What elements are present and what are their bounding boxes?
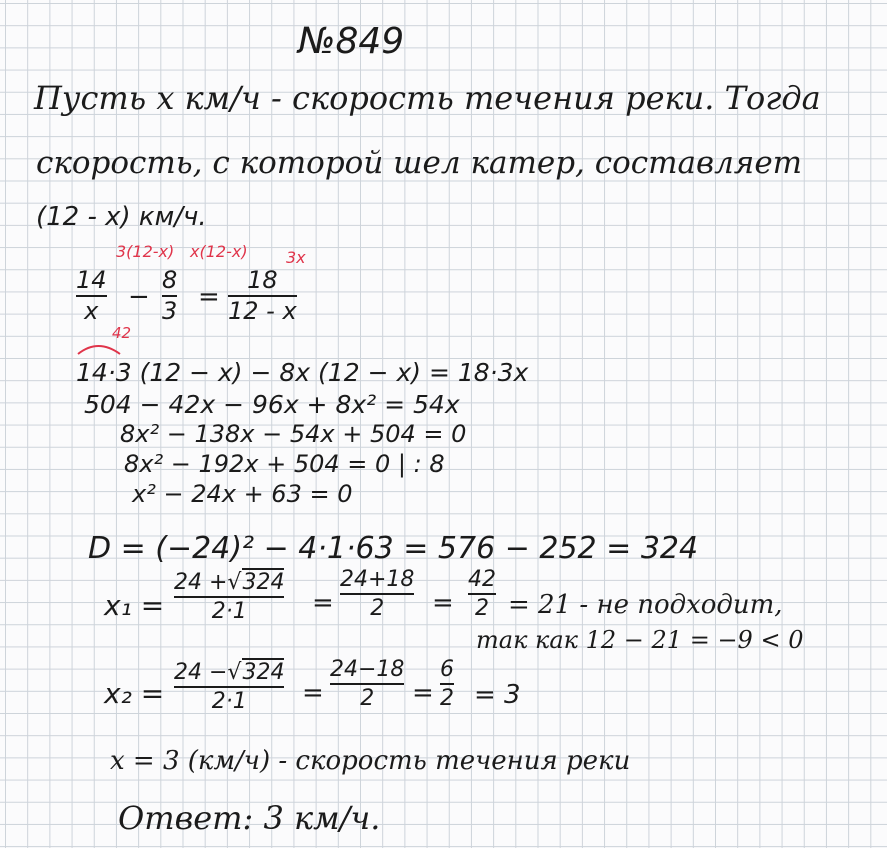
- root2-fraction-1: [174, 658, 284, 713]
- fraction-denominator: 3: [162, 297, 178, 326]
- fraction-18-over-12-minus-x: [228, 268, 297, 324]
- fraction-8-over-3: [162, 268, 177, 324]
- step-2: 504 − 42x − 96x + 8x² = 54x: [84, 390, 460, 419]
- root2-n1: 24 −: [174, 660, 228, 685]
- root1-sqrt-value: 324: [242, 570, 285, 595]
- fraction-denominator: x: [84, 297, 99, 326]
- text-line-3: (12 - х) км/ч.: [36, 202, 207, 232]
- root1-n2: 24+18: [340, 567, 415, 592]
- root2-d1: 2·1: [211, 689, 247, 715]
- equals-sign: =: [198, 282, 220, 312]
- factor-annotation-3: 3x: [286, 248, 306, 267]
- fraction-bar: [174, 596, 284, 598]
- root1-n1: 24 +: [174, 570, 228, 595]
- root2-d2: 2: [360, 686, 375, 712]
- root1-fraction-1: [174, 568, 284, 623]
- sqrt-icon: √: [227, 660, 242, 685]
- factor-annotation-2: x(12-x): [190, 242, 248, 261]
- root2-n2: 24−18: [330, 657, 405, 682]
- root2-fraction-2: [330, 658, 404, 710]
- root1-d2: 2: [370, 596, 385, 622]
- root1-eq1: =: [312, 588, 334, 618]
- result-line: x = 3 (км/ч) - скорость течения реки: [110, 746, 631, 776]
- root1-d1: 2·1: [211, 599, 247, 625]
- minus-sign: −: [128, 282, 150, 312]
- sqrt-icon: √: [227, 570, 242, 595]
- root1-label: x₁ =: [104, 589, 165, 622]
- fraction-bar: [174, 686, 284, 688]
- root1-tail: = 21 - не подходит,: [508, 590, 783, 620]
- fraction-numerator: 8: [162, 266, 178, 294]
- root1-n3: 42: [468, 567, 496, 592]
- root1-fraction-3: [468, 568, 496, 620]
- root2-fraction-3: [440, 658, 454, 710]
- root2-eq1: =: [302, 678, 324, 708]
- fraction-bar: [340, 593, 414, 595]
- root2-n3: 6: [440, 657, 454, 682]
- problem-number: №849: [298, 21, 405, 62]
- root2-tail: = 3: [474, 680, 521, 710]
- fraction-numerator: 18: [247, 266, 278, 294]
- fraction-numerator: 14: [76, 266, 107, 294]
- root1-reason: так как 12 − 21 = −9 < 0: [476, 626, 804, 654]
- root1-fraction-2: [340, 568, 414, 620]
- root2-d3: 2: [440, 686, 454, 712]
- text-line-2: скорость, с которой шел катер, составляет: [36, 145, 803, 181]
- step-4: 8x² − 192x + 504 = 0 | : 8: [124, 450, 445, 478]
- step-3: 8x² − 138x − 54x + 504 = 0: [120, 420, 467, 448]
- text-line-1: Пусть х км/ч - скорость течения реки. Тогда: [34, 79, 821, 117]
- step-1: 14·3 (12 − x) − 8x (12 − x) = 18·3x: [76, 358, 529, 387]
- fraction-bar: [330, 683, 404, 685]
- factor-annotation-1: 3(12-x): [116, 242, 175, 261]
- fraction-denominator: 12 - x: [228, 297, 297, 326]
- root2-sqrt-value: 324: [242, 660, 285, 685]
- note-42: 42: [112, 324, 132, 342]
- step-5: x² − 24x + 63 = 0: [132, 480, 353, 508]
- discriminant-line: D = (−24)² − 4·1·63 = 576 − 252 = 324: [88, 531, 699, 566]
- fraction-bar: [468, 593, 496, 595]
- root2-label: x₂ =: [104, 677, 165, 710]
- root1-d3: 2: [475, 596, 489, 622]
- fraction-bar: [440, 683, 454, 685]
- fraction-14-over-x: [76, 268, 107, 324]
- root2-eq2: =: [412, 678, 434, 708]
- root1-eq2: =: [432, 588, 454, 618]
- answer-line: Ответ: 3 км/ч.: [118, 799, 381, 837]
